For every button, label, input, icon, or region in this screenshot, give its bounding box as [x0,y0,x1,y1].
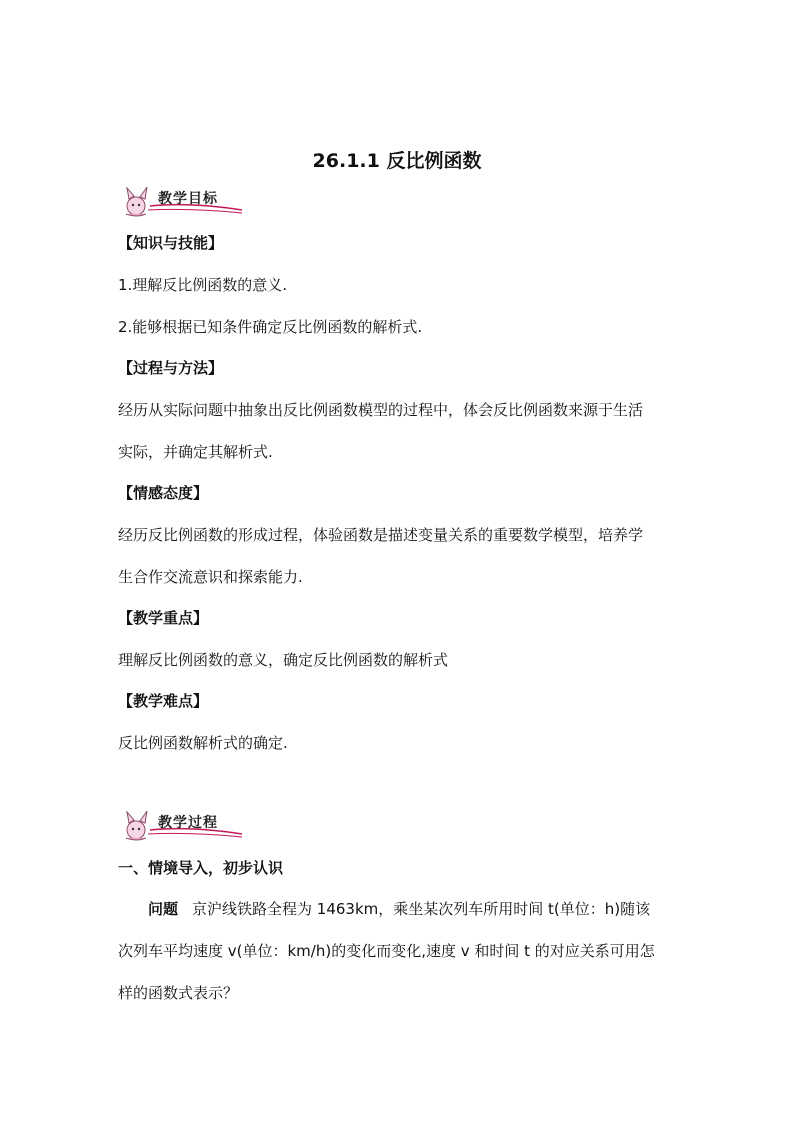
key-point-heading: 【教学重点】 [118,609,209,627]
question-text-1: 京沪线铁路全程为 1463km，乘坐某次列车所用时间 t(单位：h)随该 [192,900,651,918]
difficulty-heading: 【教学难点】 [118,692,209,710]
emotion-line-1: 经历反比例函数的形成过程，体验函数是描述变量关系的重要数学模型，培养学 [118,526,644,544]
question-line-3: 样的函数式表示？ [118,984,239,1002]
question-line-2: 次列车平均速度 v(单位：km/h)的变化而变化,速度 v 和时间 t 的对应关系可用怎 [118,942,655,960]
emotion-heading: 【情感态度】 [118,484,209,502]
banner-label: 教学过程 [158,815,218,831]
question-line-1 [118,898,678,920]
process-line-2: 实际，并确定其解析式. [118,443,273,461]
key-point-text: 理解反比例函数的意义，确定反比例函数的解析式 [118,651,449,669]
difficulty-text: 反比例函数解析式的确定. [118,734,288,752]
knowledge-item-2: 2.能够根据已知条件确定反比例函数的解析式. [118,318,423,336]
knowledge-heading: 【知识与技能】 [118,234,224,252]
page-title: 26.1.1 反比例函数 [312,150,482,172]
emotion-line-2: 生合作交流意识和探索能力. [118,568,303,586]
section-banner-teaching-process [120,808,245,842]
part1-heading: 一、情境导入，初步认识 [118,859,284,877]
banner-label: 教学目标 [158,191,218,207]
process-line-1: 经历从实际问题中抽象出反比例函数模型的过程中，体会反比例函数来源于生活 [118,401,644,419]
question-label: 问题 [148,900,179,918]
knowledge-item-1: 1.理解反比例函数的意义. [118,276,288,294]
section-banner-teaching-goals [120,184,245,218]
process-heading: 【过程与方法】 [118,359,224,377]
